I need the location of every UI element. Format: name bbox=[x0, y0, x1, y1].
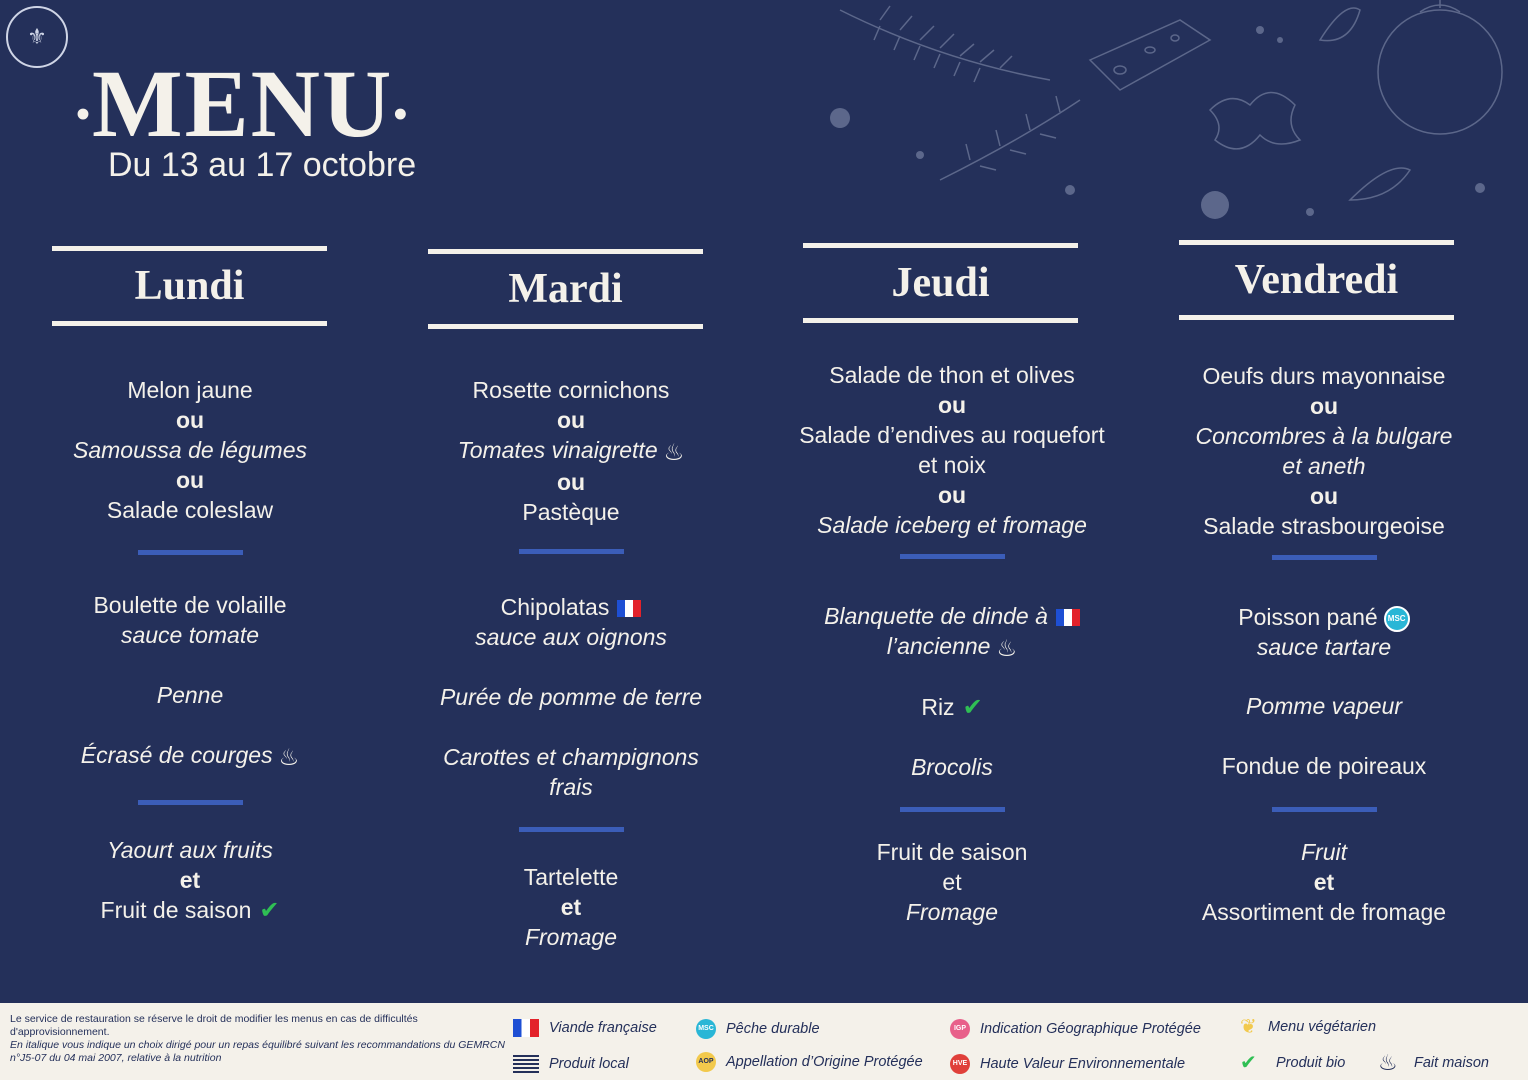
chef-hat-icon: ♨ bbox=[996, 634, 1018, 661]
chef-hat-icon: ♨ bbox=[663, 438, 685, 465]
and-label: et bbox=[942, 868, 962, 895]
menu-column-lundi bbox=[10, 375, 370, 926]
legend-igp bbox=[950, 1019, 1201, 1039]
starter: Salade iceberg et fromage bbox=[817, 512, 1087, 538]
starter: Rosette cornichons bbox=[472, 377, 670, 403]
french-flag-icon bbox=[1056, 609, 1080, 626]
day-header-mardi bbox=[428, 249, 703, 329]
or-label: ou bbox=[937, 482, 967, 508]
legend-viande bbox=[513, 1019, 657, 1037]
legend-label: Appellation d’Origine Protégée bbox=[726, 1054, 923, 1070]
dessert: Fruit bbox=[1301, 839, 1347, 865]
dessert: Fruit de saison bbox=[876, 838, 1028, 865]
side-dish: Purée de pomme de terre bbox=[439, 683, 703, 710]
legend-maison bbox=[1378, 1050, 1489, 1075]
starter: et aneth bbox=[1282, 453, 1366, 479]
starter: Oeufs durs mayonnaise bbox=[1202, 363, 1446, 389]
disclaimer-supply: Le service de restauration se réserve le droit de modifier les menus en cas de difficultés d'approvisionnement. bbox=[10, 1013, 418, 1038]
leaf-icon: ✔ bbox=[962, 693, 983, 721]
side-dish: Fondue de poireaux bbox=[1221, 753, 1427, 779]
dessert: Fruit de saison bbox=[100, 896, 252, 923]
header-rule bbox=[803, 318, 1078, 323]
main-dish-sauce: sauce tomate bbox=[120, 622, 260, 648]
legend-label: Menu végétarien bbox=[1268, 1019, 1377, 1035]
main-dish: Poisson pané bbox=[1238, 604, 1378, 630]
dessert: Fromage bbox=[905, 898, 999, 925]
starter: Concombres à la bulgare bbox=[1195, 423, 1453, 449]
starter: Salade de thon et olives bbox=[829, 362, 1075, 388]
and-label: et bbox=[560, 893, 582, 920]
or-label: ou bbox=[1309, 393, 1339, 419]
main-dish: Chipolatas bbox=[500, 593, 610, 620]
chef-hat-icon: ♨ bbox=[278, 743, 300, 770]
menu-column-jeudi bbox=[772, 360, 1132, 927]
side-dish: Penne bbox=[156, 682, 224, 708]
msc-icon: MSC bbox=[696, 1019, 716, 1039]
msc-icon: MSC bbox=[1384, 606, 1410, 632]
side-dish: Riz bbox=[921, 693, 955, 720]
main-dish: Boulette de volaille bbox=[93, 592, 287, 618]
or-label: ou bbox=[1309, 483, 1339, 509]
school-logo: ⚜ bbox=[6, 6, 68, 68]
side-dish: Écrasé de courges bbox=[80, 742, 273, 768]
legend-label: Indication Géographique Protégée bbox=[980, 1021, 1201, 1037]
menu-column-mardi bbox=[391, 375, 751, 952]
side-dish: Pomme vapeur bbox=[1246, 693, 1402, 719]
aop-icon: AOP bbox=[696, 1052, 716, 1072]
us-flag-icon bbox=[513, 1055, 539, 1073]
legend-aop bbox=[696, 1052, 923, 1072]
header-rule bbox=[52, 321, 327, 326]
or-label: ou bbox=[556, 407, 586, 433]
legend-local bbox=[513, 1055, 629, 1073]
legend-peche bbox=[696, 1019, 820, 1039]
legend-label: Produit local bbox=[549, 1056, 629, 1072]
day-name: Lundi bbox=[134, 263, 245, 309]
food-illustration bbox=[820, 0, 1528, 230]
starter: Tomates vinaigrette bbox=[457, 437, 658, 463]
page-title: •MENU• bbox=[76, 50, 410, 157]
wheat-icon: ❦ bbox=[1240, 1016, 1257, 1038]
legend-hve bbox=[950, 1054, 1185, 1074]
date-range: Du 13 au 17 octobre bbox=[108, 146, 417, 184]
side-dish: frais bbox=[549, 773, 593, 800]
hve-icon: HVE bbox=[950, 1054, 970, 1074]
legend-bio bbox=[1240, 1054, 1345, 1072]
legend-label: Viande française bbox=[549, 1020, 657, 1036]
disclaimer bbox=[10, 1013, 505, 1065]
day-name: Vendredi bbox=[1234, 257, 1399, 303]
legend-label: Haute Valeur Environnementale bbox=[980, 1056, 1186, 1072]
legend-label: Fait maison bbox=[1414, 1055, 1489, 1071]
and-label: et bbox=[179, 866, 201, 893]
dessert: Fromage bbox=[524, 923, 618, 950]
leaf-icon: ✔ bbox=[1240, 1052, 1257, 1074]
main-dish: l’ancienne bbox=[886, 633, 991, 659]
side-dish: Brocolis bbox=[911, 753, 993, 780]
day-name: Jeudi bbox=[891, 260, 990, 306]
day-header-vendredi bbox=[1179, 240, 1454, 320]
dessert: Tartelette bbox=[523, 863, 619, 890]
starter: Salade strasbourgeoise bbox=[1203, 513, 1445, 539]
and-label: et bbox=[1313, 869, 1335, 895]
starter: Salade coleslaw bbox=[106, 497, 274, 523]
main-dish: Blanquette de dinde à bbox=[824, 603, 1048, 629]
header-rule bbox=[1179, 315, 1454, 320]
dessert: Assortiment de fromage bbox=[1201, 899, 1447, 925]
or-label: ou bbox=[556, 468, 586, 495]
starter: et noix bbox=[918, 452, 986, 478]
main-dish-sauce: sauce tartare bbox=[1256, 634, 1392, 660]
footer-legend bbox=[0, 1003, 1528, 1080]
header-rule bbox=[428, 324, 703, 329]
legend-label: Pêche durable bbox=[726, 1021, 820, 1037]
or-label: ou bbox=[175, 467, 205, 493]
day-header-lundi bbox=[52, 246, 327, 326]
dessert: Yaourt aux fruits bbox=[107, 836, 273, 863]
igp-icon: IGP bbox=[950, 1019, 970, 1039]
or-label: ou bbox=[175, 407, 205, 433]
legend-label: Produit bio bbox=[1276, 1055, 1346, 1071]
chef-hat-icon: ♨ bbox=[1378, 1050, 1398, 1075]
main-dish-sauce: sauce aux oignons bbox=[475, 623, 667, 650]
french-flag-icon bbox=[513, 1019, 539, 1037]
starter: Pastèque bbox=[522, 498, 620, 525]
day-header-jeudi bbox=[803, 243, 1078, 323]
disclaimer-italic: En italique vous indique un choix dirigé pour un repas équilibré suivant les recommandations du GEMRCN n°J5-07 du 04 mai 2007, relative à la nutrition bbox=[10, 1039, 505, 1064]
starter: Melon jaune bbox=[127, 377, 253, 403]
legend-vege bbox=[1240, 1018, 1376, 1036]
menu-column-vendredi bbox=[1144, 361, 1504, 927]
leaf-icon: ✔ bbox=[259, 896, 280, 924]
day-name: Mardi bbox=[508, 266, 623, 312]
starter: Salade d’endives au roquefort bbox=[799, 422, 1105, 448]
french-flag-icon bbox=[617, 600, 641, 617]
starter: Samoussa de légumes bbox=[73, 437, 307, 463]
or-label: ou bbox=[937, 392, 967, 418]
side-dish: Carottes et champignons bbox=[443, 743, 699, 770]
